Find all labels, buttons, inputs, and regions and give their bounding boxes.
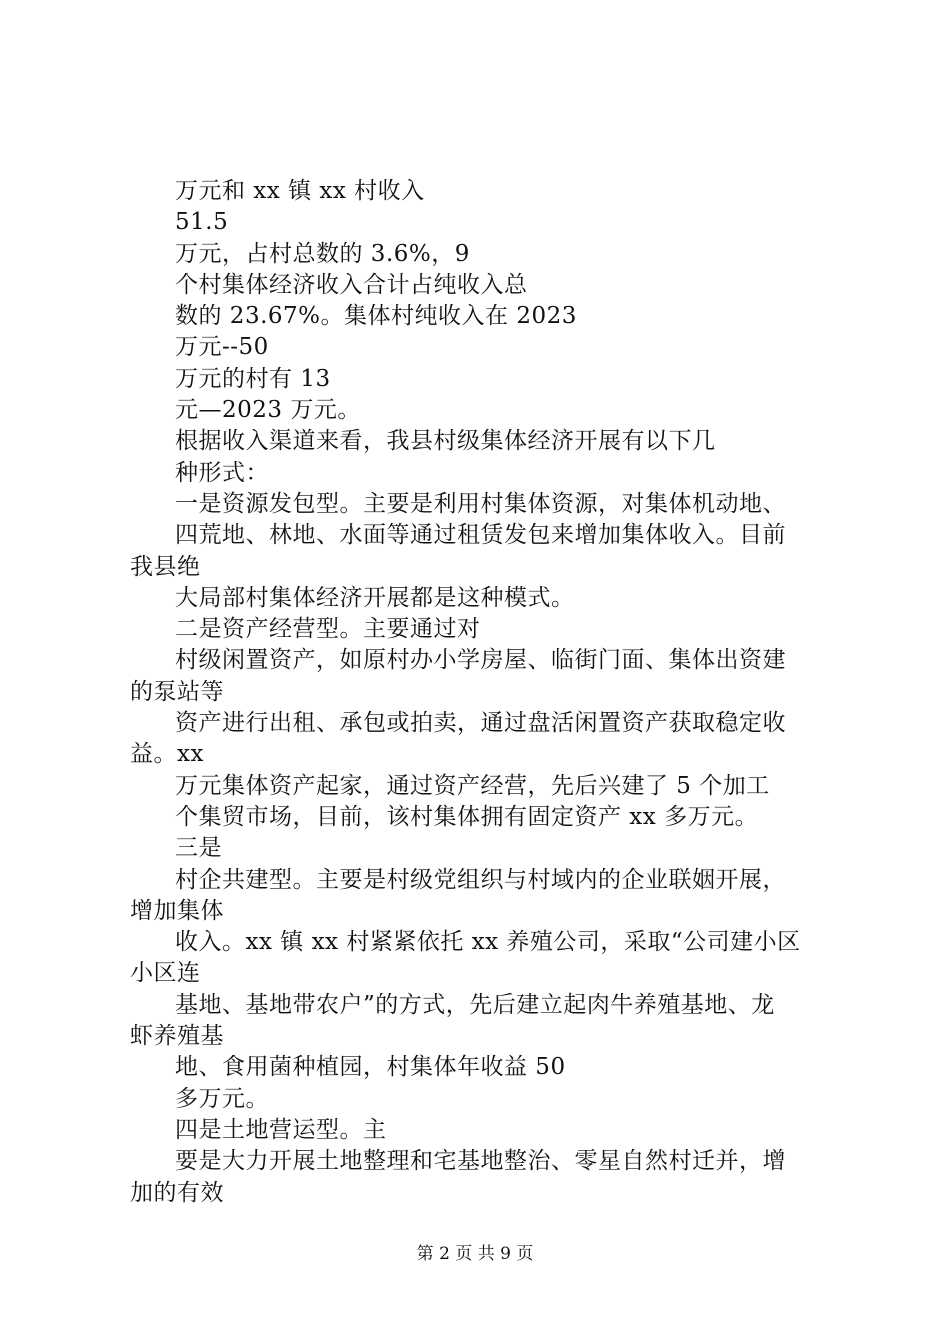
text-line: 个村集体经济收入合计占纯收入总	[175, 271, 528, 298]
text-line: 万元的村有 13	[175, 365, 331, 392]
text-line: 我县绝	[130, 553, 201, 580]
text-line: 种形式：	[175, 459, 269, 486]
text-line: 个集贸市场，目前，该村集体拥有固定资产 xx 多万元。	[175, 803, 759, 830]
text-line: 四是土地营运型。主	[175, 1116, 387, 1143]
text-line: 增加集体	[130, 897, 224, 924]
text-line: 万元，占村总数的 3.6%，9	[175, 240, 470, 267]
text-line: 根据收入渠道来看，我县村级集体经济开展有以下几	[175, 428, 716, 455]
text-line: 四荒地、林地、水面等通过租赁发包来增加集体收入。目前	[175, 522, 786, 549]
text-line: 益。xx	[130, 741, 204, 768]
text-line: 基地、基地带农户”的方式，先后建立起肉牛养殖基地、龙	[175, 991, 775, 1018]
text-line: 要是大力开展土地整理和宅基地整治、零星自然村迁并，增	[175, 1148, 786, 1175]
text-line: 大局部村集体经济开展都是这种模式。	[175, 584, 575, 611]
text-line: 多万元。	[175, 1085, 269, 1112]
document-body	[130, 176, 850, 1209]
text-line: 51.5	[175, 209, 229, 236]
text-line: 虾养殖基	[130, 1023, 224, 1050]
text-line: 一是资源发包型。主要是利用村集体资源，对集体机动地、	[175, 490, 786, 517]
text-line: 收入。xx 镇 xx 村紧紧依托 xx 养殖公司，采取“公司建小区	[175, 929, 801, 956]
text-line: 村级闲置资产，如原村办小学房屋、临街门面、集体出资建	[175, 647, 786, 674]
text-line: 数的 23.67%。集体村纯收入在 2023	[175, 303, 577, 330]
text-line: 万元集体资产起家，通过资产经营，先后兴建了 5 个加工	[175, 772, 770, 799]
page-footer: 第 2 页 共 9 页	[416, 1244, 534, 1264]
text-line: 二是资产经营型。主要通过对	[175, 616, 481, 643]
text-line: 三是	[175, 835, 222, 862]
text-line: 地、食用菌种植园，村集体年收益 50	[175, 1054, 566, 1081]
text-line: 加的有效	[130, 1179, 224, 1206]
text-line: 万元和 xx 镇 xx 村收入	[175, 178, 425, 204]
text-line: 小区连	[130, 960, 201, 987]
text-line: 元—2023 万元。	[175, 397, 361, 424]
text-line: 的泵站等	[130, 678, 224, 705]
text-line: 资产进行出租、承包或拍卖，通过盘活闲置资产获取稳定收	[175, 710, 786, 737]
text-line: 村企共建型。主要是村级党组织与村域内的企业联姻开展，	[175, 866, 786, 893]
text-line: 万元--50	[175, 334, 269, 361]
